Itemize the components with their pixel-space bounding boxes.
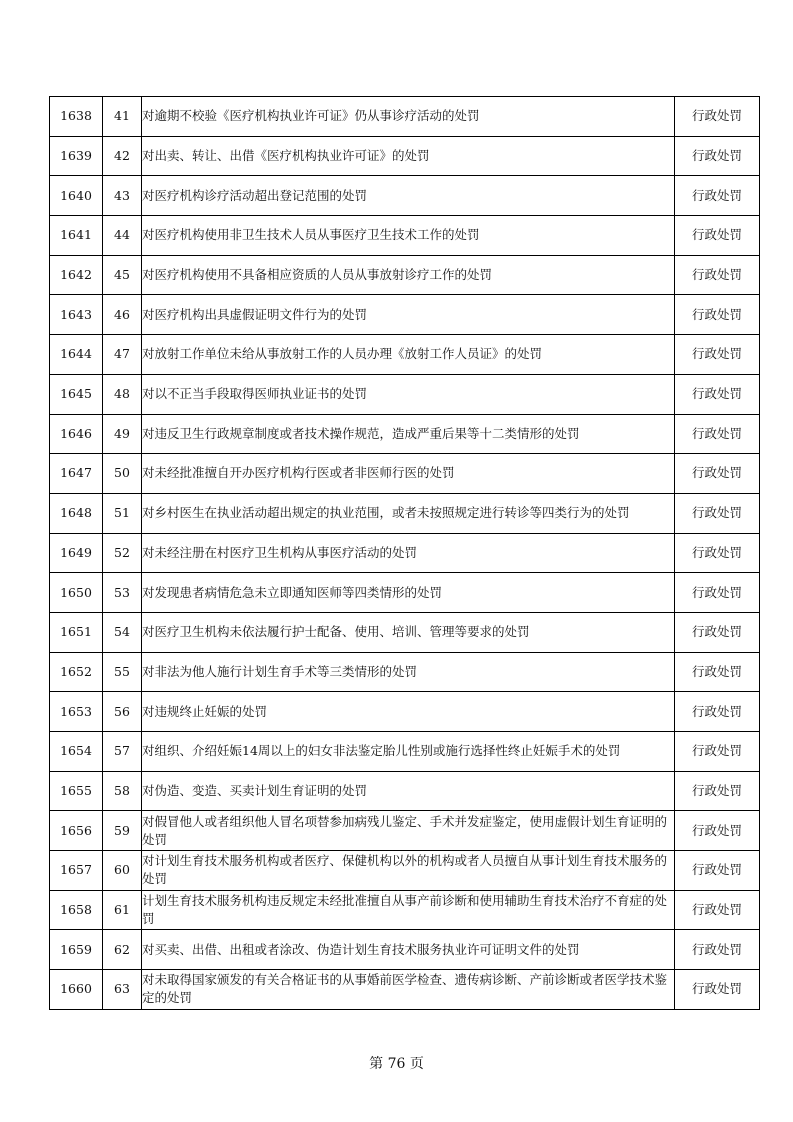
penalty-description-cell: 对乡村医生在执业活动超出规定的执业范围，或者未按照规定进行转诊等四类行为的处罚 (142, 493, 675, 533)
penalty-description-cell: 对医疗卫生机构未依法履行护士配备、使用、培训、管理等要求的处罚 (142, 612, 675, 652)
penalty-description-cell: 对出卖、转让、出借《医疗机构执业许可证》的处罚 (142, 136, 675, 176)
item-number-cell: 1641 (50, 216, 103, 256)
sequence-number-cell: 55 (103, 652, 142, 692)
table-row (50, 732, 760, 772)
item-number-cell: 1654 (50, 732, 103, 772)
penalty-type-cell: 行政处罚 (675, 573, 760, 613)
sequence-number-cell: 54 (103, 612, 142, 652)
item-number-cell: 1656 (50, 811, 103, 851)
item-number-cell: 1650 (50, 573, 103, 613)
penalty-type-cell: 行政处罚 (675, 851, 760, 891)
penalty-description-cell: 对未经注册在村医疗卫生机构从事医疗活动的处罚 (142, 533, 675, 573)
item-number-cell: 1660 (50, 970, 103, 1010)
penalty-description-cell: 对发现患者病情危急未立即通知医师等四类情形的处罚 (142, 573, 675, 613)
penalty-description-cell: 对医疗机构使用不具备相应资质的人员从事放射诊疗工作的处罚 (142, 255, 675, 295)
sequence-number-cell: 51 (103, 493, 142, 533)
penalty-description-cell: 对违规终止妊娠的处罚 (142, 692, 675, 732)
table-row (50, 295, 760, 335)
item-number-cell: 1648 (50, 493, 103, 533)
penalty-description-cell: 对医疗机构使用非卫生技术人员从事医疗卫生技术工作的处罚 (142, 216, 675, 256)
item-number-cell: 1649 (50, 533, 103, 573)
sequence-number-cell: 49 (103, 414, 142, 454)
table-row (50, 811, 760, 851)
item-number-cell: 1658 (50, 890, 103, 930)
sequence-number-cell: 59 (103, 811, 142, 851)
item-number-cell: 1655 (50, 771, 103, 811)
table-row (50, 97, 760, 137)
penalty-description-cell: 对逾期不校验《医疗机构执业许可证》仍从事诊疗活动的处罚 (142, 97, 675, 137)
page-number: 第 76 页 (369, 1056, 424, 1072)
table-body (50, 97, 760, 1010)
sequence-number-cell: 62 (103, 930, 142, 970)
penalty-type-cell: 行政处罚 (675, 295, 760, 335)
penalty-type-cell: 行政处罚 (675, 176, 760, 216)
sequence-number-cell: 60 (103, 851, 142, 891)
penalty-description-cell: 对伪造、变造、买卖计划生育证明的处罚 (142, 771, 675, 811)
penalty-type-cell: 行政处罚 (675, 771, 760, 811)
penalty-type-cell: 行政处罚 (675, 970, 760, 1010)
sequence-number-cell: 58 (103, 771, 142, 811)
penalty-type-cell: 行政处罚 (675, 216, 760, 256)
table-row (50, 176, 760, 216)
table-row (50, 612, 760, 652)
penalty-description-cell: 对医疗机构出具虚假证明文件行为的处罚 (142, 295, 675, 335)
table-row (50, 335, 760, 375)
penalty-type-cell: 行政处罚 (675, 732, 760, 772)
penalty-type-cell: 行政处罚 (675, 652, 760, 692)
penalty-type-cell: 行政处罚 (675, 136, 760, 176)
sequence-number-cell: 52 (103, 533, 142, 573)
item-number-cell: 1647 (50, 454, 103, 494)
item-number-cell: 1638 (50, 97, 103, 137)
table-row (50, 851, 760, 891)
item-number-cell: 1640 (50, 176, 103, 216)
item-number-cell: 1653 (50, 692, 103, 732)
table-row (50, 652, 760, 692)
table-row (50, 533, 760, 573)
item-number-cell: 1639 (50, 136, 103, 176)
sequence-number-cell: 56 (103, 692, 142, 732)
penalty-description-cell: 对组织、介绍妊娠14周以上的妇女非法鉴定胎儿性别或施行选择性终止妊娠手术的处罚 (142, 732, 675, 772)
penalty-description-cell: 对未经批准擅自开办医疗机构行医或者非医师行医的处罚 (142, 454, 675, 494)
item-number-cell: 1652 (50, 652, 103, 692)
penalty-type-cell: 行政处罚 (675, 493, 760, 533)
sequence-number-cell: 48 (103, 374, 142, 414)
item-number-cell: 1657 (50, 851, 103, 891)
sequence-number-cell: 43 (103, 176, 142, 216)
item-number-cell: 1659 (50, 930, 103, 970)
penalty-items-table (49, 96, 760, 1010)
penalty-type-cell: 行政处罚 (675, 533, 760, 573)
table-row (50, 136, 760, 176)
table-row (50, 255, 760, 295)
penalty-description-cell: 对未取得国家颁发的有关合格证书的从事婚前医学检查、遗传病诊断、产前诊断或者医学技术鉴定的处罚 (142, 970, 675, 1010)
penalty-description-cell: 对违反卫生行政规章制度或者技术操作规范，造成严重后果等十二类情形的处罚 (142, 414, 675, 454)
item-number-cell: 1651 (50, 612, 103, 652)
sequence-number-cell: 41 (103, 97, 142, 137)
table-row (50, 970, 760, 1010)
penalty-description-cell: 对医疗机构诊疗活动超出登记范围的处罚 (142, 176, 675, 216)
table-row (50, 374, 760, 414)
penalty-type-cell: 行政处罚 (675, 692, 760, 732)
penalty-type-cell: 行政处罚 (675, 374, 760, 414)
sequence-number-cell: 44 (103, 216, 142, 256)
sequence-number-cell: 50 (103, 454, 142, 494)
penalty-type-cell: 行政处罚 (675, 612, 760, 652)
penalty-description-cell: 对放射工作单位未给从事放射工作的人员办理《放射工作人员证》的处罚 (142, 335, 675, 375)
item-number-cell: 1646 (50, 414, 103, 454)
penalty-type-cell: 行政处罚 (675, 454, 760, 494)
sequence-number-cell: 46 (103, 295, 142, 335)
penalty-type-cell: 行政处罚 (675, 414, 760, 454)
table-row (50, 493, 760, 533)
sequence-number-cell: 42 (103, 136, 142, 176)
penalty-description-cell: 计划生育技术服务机构违反规定未经批准擅自从事产前诊断和使用辅助生育技术治疗不育症的处罚 (142, 890, 675, 930)
penalty-description-cell: 对非法为他人施行计划生育手术等三类情形的处罚 (142, 652, 675, 692)
penalty-type-cell: 行政处罚 (675, 930, 760, 970)
item-number-cell: 1645 (50, 374, 103, 414)
sequence-number-cell: 47 (103, 335, 142, 375)
item-number-cell: 1642 (50, 255, 103, 295)
penalty-type-cell: 行政处罚 (675, 97, 760, 137)
sequence-number-cell: 57 (103, 732, 142, 772)
table-row (50, 216, 760, 256)
penalty-type-cell: 行政处罚 (675, 255, 760, 295)
item-number-cell: 1644 (50, 335, 103, 375)
table-row (50, 890, 760, 930)
penalty-type-cell: 行政处罚 (675, 811, 760, 851)
table-row (50, 692, 760, 732)
table-row (50, 454, 760, 494)
penalty-type-cell: 行政处罚 (675, 890, 760, 930)
penalty-description-cell: 对假冒他人或者组织他人冒名项替参加病残儿鉴定、手术并发症鉴定，使用虚假计划生育证明的处罚 (142, 811, 675, 851)
sequence-number-cell: 53 (103, 573, 142, 613)
penalty-description-cell: 对以不正当手段取得医师执业证书的处罚 (142, 374, 675, 414)
penalty-description-cell: 对计划生育技术服务机构或者医疗、保健机构以外的机构或者人员擅自从事计划生育技术服务的处罚 (142, 851, 675, 891)
table-row (50, 573, 760, 613)
sequence-number-cell: 63 (103, 970, 142, 1010)
item-number-cell: 1643 (50, 295, 103, 335)
sequence-number-cell: 45 (103, 255, 142, 295)
table-row (50, 414, 760, 454)
penalty-description-cell: 对买卖、出借、出租或者涂改、伪造计划生育技术服务执业许可证明文件的处罚 (142, 930, 675, 970)
table-row (50, 771, 760, 811)
sequence-number-cell: 61 (103, 890, 142, 930)
table-row (50, 930, 760, 970)
penalty-type-cell: 行政处罚 (675, 335, 760, 375)
